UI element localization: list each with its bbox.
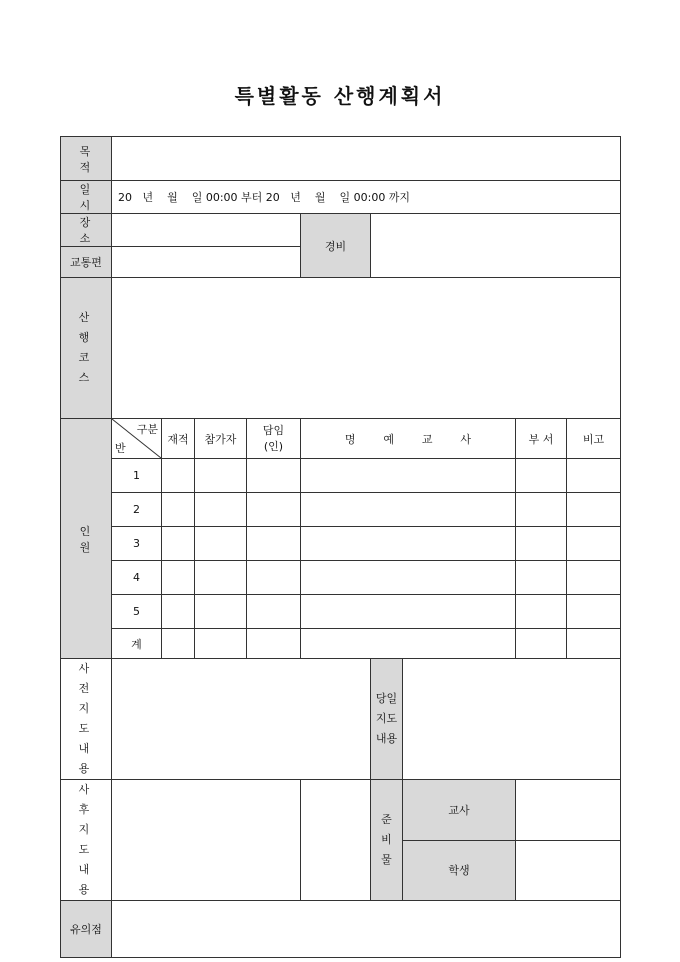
post-guidance-label (61, 780, 112, 901)
gubun-header (112, 419, 162, 459)
day-label-line3: 내용 (375, 732, 398, 745)
supplies-student-label: 학생 (403, 840, 516, 901)
honorary-char: 사 (460, 432, 472, 446)
dept-cell[interactable] (516, 595, 567, 629)
enrolled-cell[interactable] (162, 629, 195, 659)
enrolled-cell[interactable] (162, 459, 195, 493)
enrolled-header: 재적 (162, 419, 195, 459)
supplies-teacher-field[interactable] (516, 780, 621, 841)
transport-field[interactable] (112, 247, 301, 278)
table-row (61, 527, 621, 561)
gubun-bottom-label: 반 (115, 442, 126, 455)
participants-cell[interactable] (195, 595, 247, 629)
place-label: 장 소 (61, 214, 112, 247)
transport-label: 교통편 (61, 247, 112, 278)
pre-label-line1: 사 전 (78, 662, 100, 695)
remarks-cell[interactable] (567, 595, 621, 629)
dept-cell[interactable] (516, 629, 567, 659)
personnel-label: 인 원 (61, 419, 112, 659)
class-number: 4 (112, 561, 162, 595)
table-row (61, 595, 621, 629)
table-row (61, 459, 621, 493)
remarks-cell[interactable] (567, 527, 621, 561)
course-label (61, 278, 112, 419)
class-number: 1 (112, 459, 162, 493)
honorary-char: 예 (383, 432, 395, 446)
purpose-field[interactable] (112, 137, 621, 181)
homeroom-cell[interactable] (247, 629, 301, 659)
pre-guidance-field[interactable] (112, 659, 371, 780)
notes-label: 유의점 (61, 901, 112, 958)
purpose-label: 목 적 (61, 137, 112, 181)
page-title: 특별활동 산행계획서 (234, 84, 446, 108)
dept-cell[interactable] (516, 527, 567, 561)
post-guidance-field-ext[interactable] (301, 780, 371, 901)
dept-cell[interactable] (516, 493, 567, 527)
day-label-line2: 지도 (375, 712, 398, 725)
dept-cell[interactable] (516, 459, 567, 493)
class-number: 2 (112, 493, 162, 527)
enrolled-cell[interactable] (162, 561, 195, 595)
notes-field[interactable] (112, 901, 621, 958)
honorary-cell[interactable] (301, 493, 516, 527)
post-label-line2: 지 도 (78, 823, 100, 856)
honorary-cell[interactable] (301, 527, 516, 561)
participants-cell[interactable] (195, 493, 247, 527)
honorary-cell[interactable] (301, 595, 516, 629)
cost-label: 경비 (301, 214, 371, 278)
post-label-line1: 사 후 (78, 783, 100, 816)
datetime-field[interactable]: 20 년 월 일 00:00 부터 20 년 월 일 00:00 까지 (112, 181, 621, 214)
supplies-label-line3: 물 (381, 853, 392, 866)
participants-cell[interactable] (195, 459, 247, 493)
table-row (61, 493, 621, 527)
dept-header: 부 서 (516, 419, 567, 459)
place-field[interactable] (112, 214, 301, 247)
course-field[interactable] (112, 278, 621, 419)
participants-cell[interactable] (195, 561, 247, 595)
enrolled-cell[interactable] (162, 595, 195, 629)
pre-label-line2: 지 도 (78, 702, 100, 735)
post-label-line3: 내 용 (78, 863, 100, 896)
honorary-char: 명 (344, 432, 356, 446)
table-row (61, 561, 621, 595)
dept-cell[interactable] (516, 561, 567, 595)
homeroom-header-line2: (인) (263, 439, 284, 453)
homeroom-cell[interactable] (247, 595, 301, 629)
supplies-student-field[interactable] (516, 840, 621, 901)
homeroom-cell[interactable] (247, 493, 301, 527)
day-label-line1: 당일 (375, 692, 398, 705)
homeroom-cell[interactable] (247, 561, 301, 595)
supplies-teacher-label: 교사 (403, 780, 516, 841)
homeroom-cell[interactable] (247, 527, 301, 561)
participants-cell[interactable] (195, 629, 247, 659)
remarks-cell[interactable] (567, 561, 621, 595)
remarks-cell[interactable] (567, 493, 621, 527)
participants-header: 참가자 (195, 419, 247, 459)
cost-field[interactable] (371, 214, 621, 278)
day-guidance-field[interactable] (403, 659, 621, 780)
supplies-label-line1: 준 (381, 813, 392, 826)
supplies-label-line2: 비 (381, 833, 392, 846)
homeroom-cell[interactable] (247, 459, 301, 493)
class-number: 3 (112, 527, 162, 561)
remarks-cell[interactable] (567, 629, 621, 659)
course-label-line1: 산 행 (78, 311, 100, 344)
honorary-cell[interactable] (301, 459, 516, 493)
supplies-label (371, 780, 403, 901)
honorary-char: 교 (421, 432, 433, 446)
honorary-cell[interactable] (301, 561, 516, 595)
remarks-header: 비고 (567, 419, 621, 459)
datetime-label: 일 시 (61, 181, 112, 214)
course-label-line2: 코 스 (78, 351, 100, 384)
honorary-cell[interactable] (301, 629, 516, 659)
participants-cell[interactable] (195, 527, 247, 561)
homeroom-header (247, 419, 301, 459)
honorary-teacher-header (301, 419, 516, 459)
gubun-top-label: 구분 (136, 423, 158, 436)
pre-guidance-label (61, 659, 112, 780)
pre-label-line3: 내 용 (78, 742, 100, 775)
class-number: 5 (112, 595, 162, 629)
plan-form (60, 136, 621, 958)
day-guidance-label (371, 659, 403, 780)
total-label: 계 (112, 629, 162, 659)
homeroom-header-line1: 담임 (262, 423, 285, 437)
enrolled-cell[interactable] (162, 527, 195, 561)
remarks-cell[interactable] (567, 459, 621, 493)
post-guidance-field[interactable] (112, 780, 301, 901)
enrolled-cell[interactable] (162, 493, 195, 527)
total-row (61, 629, 621, 659)
